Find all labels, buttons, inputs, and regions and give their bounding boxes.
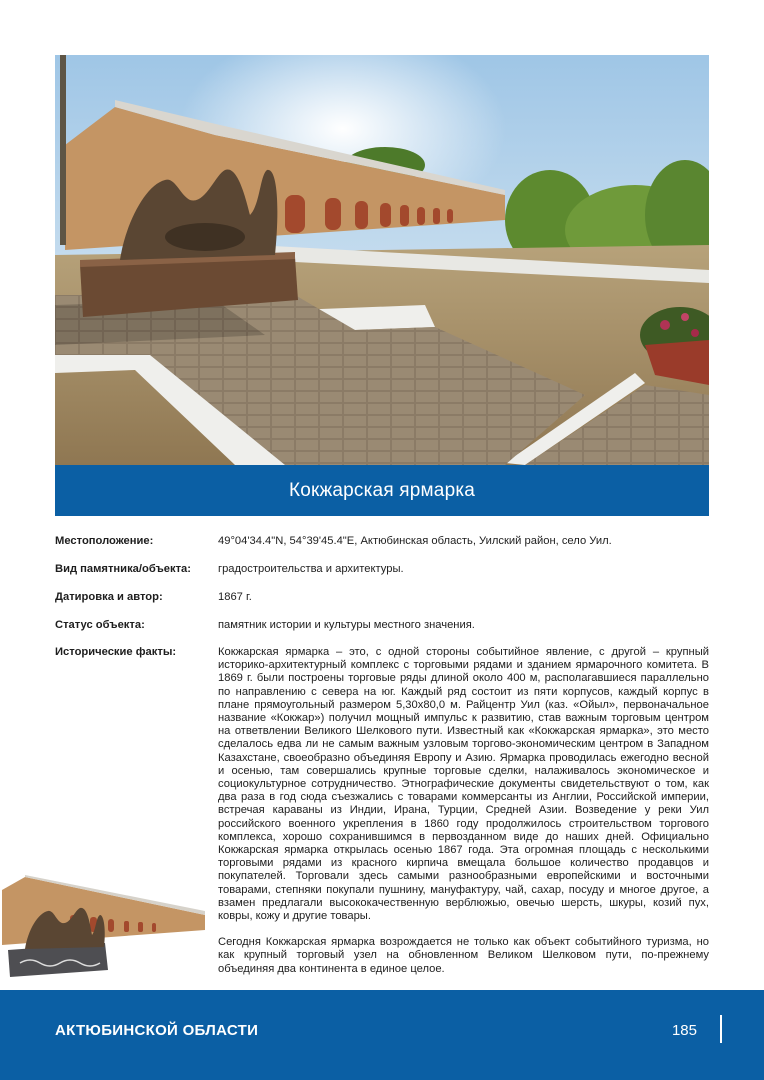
field-label-history: Исторические факты: xyxy=(55,646,177,658)
page-number: 185 xyxy=(671,1022,697,1039)
footer-divider xyxy=(720,1015,722,1043)
thumbnail-image xyxy=(0,875,205,980)
history-text xyxy=(218,646,709,976)
main-photo xyxy=(55,55,709,465)
field-value-location: 49°04'34.4"N, 54°39'45.4"E, Актюбинская область, Уилский район, село Уил. xyxy=(218,535,612,547)
history-paragraph: Сегодня Кокжарская ярмарка возрождается не только как объект событийного туризма, но как крупный торговый узел на обновленном Великом Шелковом пути, по-прежнему объединяя два континента в единое целое. xyxy=(218,936,709,975)
field-value-dating: 1867 г. xyxy=(218,591,252,603)
footer-region-title: АКТЮБИНСКОЙ ОБЛАСТИ xyxy=(55,1022,259,1039)
field-label-dating: Датировка и автор: xyxy=(55,591,163,603)
object-title: Кокжарская ярмарка xyxy=(288,479,476,501)
field-value-monument-type: градостроительства и архитектуры. xyxy=(218,563,404,575)
page-footer xyxy=(0,990,764,1080)
field-label-status: Статус объекта: xyxy=(55,619,145,631)
history-paragraph: Кокжарская ярмарка – это, с одной стороны событийное явление, с другой – крупный историко-архитектурный комплекс с торговыми рядами и зданием ярмарочного комитета. В 1869 г. были построены торговые ряды длиной около 400 м, располагавшиеся параллельно по направлению с севера на юг. Каждый ряд состоит из пяти корпусов, каждый корпус в плане прямоугольный размером 5,30х80,0 м. Райцентр Уил (каз. «Ойыл», первоначальное название «Кокжар») получил мощный импульс к развитию, став важным торговым центром на ответвлении Великого Шелкового пути. Известный как «Кокжарская ярмарка», это место сделалось едва ли не самым важным узловым торгово-экономическим центром в Западном Казахстане, своеобразно объединяя Европу и Азию. Ярмарка проводилась ежегодно весной и осенью, там совершались крупные торговые сделки, налаживалось экономическое и социокультурное сотрудничество. Этнографические документы свидетельствуют о том, как два раза в год сюда съезжались с товарами коммерсанты из Англии, Российской империи, встречая караваны из Индии, Ирана, Турции, Средней Азии. Возведение у реки Уил российского военного укрепления в 1860 году продолжилось строительством торгового комплекса, хорошо сохранившимся в первозданном виде до наших дней. Официально Кокжарская ярмарка открылась осенью 1867 года. Эта огромная площадь с несколькими торговыми рядами из красного кирпича вмещала большое количество продавцов и покупателей. Торговали здесь самыми разнообразными европейскими и восточными товарами, степняки покупали пушнину, мануфактуру, чай, сахар, посуду и многое другое, а взамен предлагали высококачественную верблюжью, овечью шерсть, шкуры, козий пух, ковры, кожу и другие товары. xyxy=(218,646,709,923)
field-label-monument-type: Вид памятника/объекта: xyxy=(55,563,191,575)
object-title-bar xyxy=(55,465,709,516)
field-label-location: Местоположение: xyxy=(55,535,154,547)
field-value-status: памятник истории и культуры местного значения. xyxy=(218,619,475,631)
